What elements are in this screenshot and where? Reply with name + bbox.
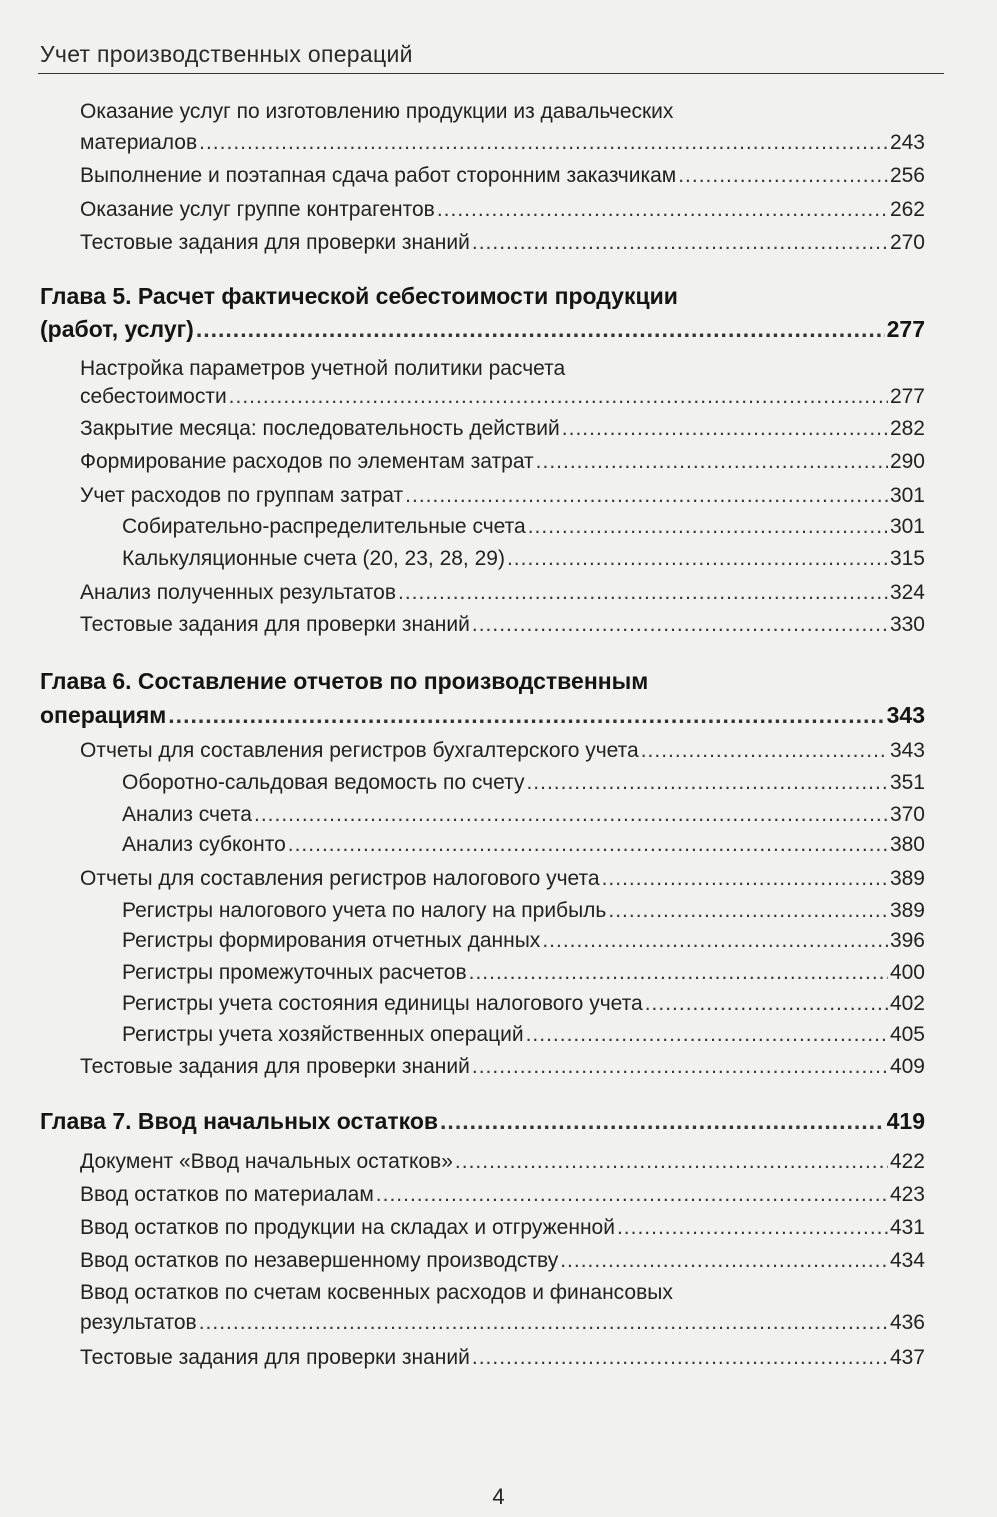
toc-entry: [80, 1215, 925, 1241]
dot-leader: [405, 483, 888, 509]
toc-entry: [80, 866, 925, 892]
toc-entry: [80, 230, 925, 256]
toc-entry: [80, 384, 925, 410]
toc-entry-title: Документ «Ввод начальных остатков»: [80, 1150, 453, 1173]
dot-leader: [199, 130, 888, 156]
toc-entry: [80, 1248, 925, 1274]
chapter-heading-line1: Глава 5. Расчет фактической себестоимости продукции: [40, 283, 678, 309]
dot-leader: [455, 1149, 888, 1175]
toc-page-number: 324: [889, 581, 925, 604]
dot-leader: [472, 612, 888, 638]
toc-page-number: 396: [889, 929, 925, 952]
toc-entry-title: Тестовые задания для проверки знаний: [80, 613, 470, 636]
toc-entry-title: Регистры учета хозяйственных операций: [122, 1023, 524, 1046]
dot-leader: [398, 580, 888, 606]
toc-page-number: 400: [889, 961, 925, 984]
dot-leader: [440, 1106, 885, 1136]
toc-page-number: 389: [889, 867, 925, 890]
toc-entry: [80, 483, 925, 509]
toc-entry-title: Анализ субконто: [122, 833, 286, 856]
toc-page-number: 282: [889, 417, 925, 440]
toc-page-number: 419: [886, 1108, 925, 1134]
toc-entry: [80, 1345, 925, 1371]
toc-entry-title: Тестовые задания для проверки знаний: [80, 1346, 470, 1369]
toc-page-number: 343: [889, 739, 925, 762]
toc-page-number: 380: [889, 833, 925, 856]
dot-leader: [526, 1022, 888, 1048]
toc-page-number: 370: [889, 803, 925, 826]
toc-page-number: 256: [889, 164, 925, 187]
toc-page-number: 315: [889, 547, 925, 570]
toc-entry-line1: Ввод остатков по счетам косвенных расходов и финансовых: [80, 1281, 673, 1304]
toc-entry-title: Выполнение и поэтапная сдача работ сторонним заказчикам: [80, 164, 677, 187]
toc-entry-title: Анализ полученных результатов: [80, 581, 397, 604]
toc-entry-line1: Настройка параметров учетной политики расчета: [80, 357, 566, 380]
toc-entry: [80, 1310, 925, 1336]
toc-entry-title: Анализ счета: [122, 803, 252, 826]
toc-page-number: 277: [889, 385, 925, 408]
toc-entry-title: результатов: [80, 1311, 197, 1334]
toc-subentry: [122, 832, 925, 858]
toc-entry: [80, 1054, 925, 1080]
toc-entry: [80, 580, 925, 606]
toc-page-number: 330: [889, 613, 925, 636]
dot-leader: [376, 1182, 888, 1208]
toc-page-number: 277: [886, 316, 925, 342]
chapter-entry: [40, 314, 925, 344]
toc-entry-title: Отчеты для составления регистров бухгалтерского учета: [80, 739, 639, 762]
toc-page-number: 343: [886, 702, 925, 728]
toc-entry-title: Ввод остатков по незавершенному производству: [80, 1249, 559, 1272]
dot-leader: [562, 416, 888, 442]
dot-leader: [526, 770, 888, 796]
toc-page-number: 243: [889, 131, 925, 154]
toc-entry-title: Регистры промежуточных расчетов: [122, 961, 467, 984]
toc-page-number: 290: [889, 450, 925, 473]
dot-leader: [196, 314, 885, 344]
toc-subentry: [122, 514, 925, 540]
toc-entry-title: Оборотно-сальдовая ведомость по счету: [122, 771, 525, 794]
toc-entry: [80, 738, 925, 764]
dot-leader: [254, 802, 888, 828]
toc-entry: [80, 197, 925, 223]
toc-entry-title: Формирование расходов по элементам затрат: [80, 450, 534, 473]
toc-entry-title: Учет расходов по группам затрат: [80, 484, 404, 507]
dot-leader: [472, 1054, 888, 1080]
toc-entry-title: Оказание услуг группе контрагентов: [80, 198, 435, 221]
toc-page-number: 402: [889, 992, 925, 1015]
toc-entry: [80, 1149, 925, 1175]
dot-leader: [288, 832, 888, 858]
toc-entry-title: Отчеты для составления регистров налогового учета: [80, 867, 600, 890]
dot-leader: [229, 384, 888, 410]
toc-page-number: 422: [889, 1150, 925, 1173]
toc-subentry: [122, 1022, 925, 1048]
toc-page-number: 423: [889, 1183, 925, 1206]
dot-leader: [528, 514, 888, 540]
running-header: Учет производственных операций: [40, 41, 413, 67]
chapter-title: (работ, услуг): [40, 316, 194, 342]
toc-entry: [80, 130, 925, 156]
toc-subentry: [122, 770, 925, 796]
dot-leader: [199, 1310, 888, 1336]
chapter-title: Глава 7. Ввод начальных остатков: [40, 1108, 439, 1134]
toc-page-number: 270: [889, 231, 925, 254]
toc-entry-title: Закрытие месяца: последовательность действий: [80, 417, 560, 440]
toc-entry: [80, 1182, 925, 1208]
dot-leader: [560, 1248, 888, 1274]
chapter-title: операциям: [40, 702, 167, 728]
toc-entry-title: материалов: [80, 131, 198, 154]
toc-entry-title: Регистры налогового учета по налогу на прибыль: [122, 899, 607, 922]
toc-page-number: 389: [889, 899, 925, 922]
dot-leader: [645, 991, 888, 1017]
toc-page-number: 431: [889, 1216, 925, 1239]
dot-leader: [536, 449, 888, 475]
toc-page-number: 301: [889, 484, 925, 507]
dot-leader: [437, 197, 888, 223]
dot-leader: [602, 866, 888, 892]
toc-page-number: 434: [889, 1249, 925, 1272]
toc-entry: [80, 612, 925, 638]
dot-leader: [617, 1215, 888, 1241]
toc-entry: [80, 163, 925, 189]
toc-subentry: [122, 928, 925, 954]
chapter-entry: [40, 1106, 925, 1136]
toc-entry: [80, 449, 925, 475]
page-number: 4: [492, 1484, 505, 1509]
dot-leader: [168, 700, 884, 730]
dot-leader: [507, 546, 888, 572]
toc-subentry: [122, 546, 925, 572]
header-rule: [38, 73, 944, 74]
toc-subentry: [122, 991, 925, 1017]
dot-leader: [608, 898, 888, 924]
toc-entry-line1: Оказание услуг по изготовлению продукции из давальческих: [80, 100, 674, 123]
dot-leader: [641, 738, 888, 764]
dot-leader: [542, 928, 888, 954]
toc-page-number: 262: [889, 198, 925, 221]
toc-entry: [80, 416, 925, 442]
toc-subentry: [122, 960, 925, 986]
toc-page-number: 409: [889, 1055, 925, 1078]
dot-leader: [472, 1345, 888, 1371]
toc-entry-title: Регистры учета состояния единицы налогового учета: [122, 992, 643, 1015]
toc-entry-title: Тестовые задания для проверки знаний: [80, 1055, 470, 1078]
dot-leader: [472, 230, 888, 256]
dot-leader: [678, 163, 888, 189]
toc-page-number: 437: [889, 1346, 925, 1369]
toc-entry-title: Регистры формирования отчетных данных: [122, 929, 541, 952]
toc-entry-title: Собирательно-распределительные счета: [122, 515, 526, 538]
toc-page-number: 351: [889, 771, 925, 794]
toc-entry-title: себестоимости: [80, 385, 227, 408]
toc-page-number: 436: [889, 1311, 925, 1334]
chapter-entry: [40, 700, 925, 730]
toc-subentry: [122, 898, 925, 924]
chapter-heading-line1: Глава 6. Составление отчетов по производственным: [40, 668, 649, 694]
toc-entry-title: Калькуляционные счета (20, 23, 28, 29): [122, 547, 505, 570]
toc-page-number: 405: [889, 1023, 925, 1046]
toc-entry-title: Ввод остатков по продукции на складах и отгруженной: [80, 1216, 615, 1239]
toc-entry-title: Тестовые задания для проверки знаний: [80, 231, 470, 254]
toc-entry-title: Ввод остатков по материалам: [80, 1183, 374, 1206]
toc-subentry: [122, 802, 925, 828]
dot-leader: [469, 960, 888, 986]
toc-page-number: 301: [889, 515, 925, 538]
